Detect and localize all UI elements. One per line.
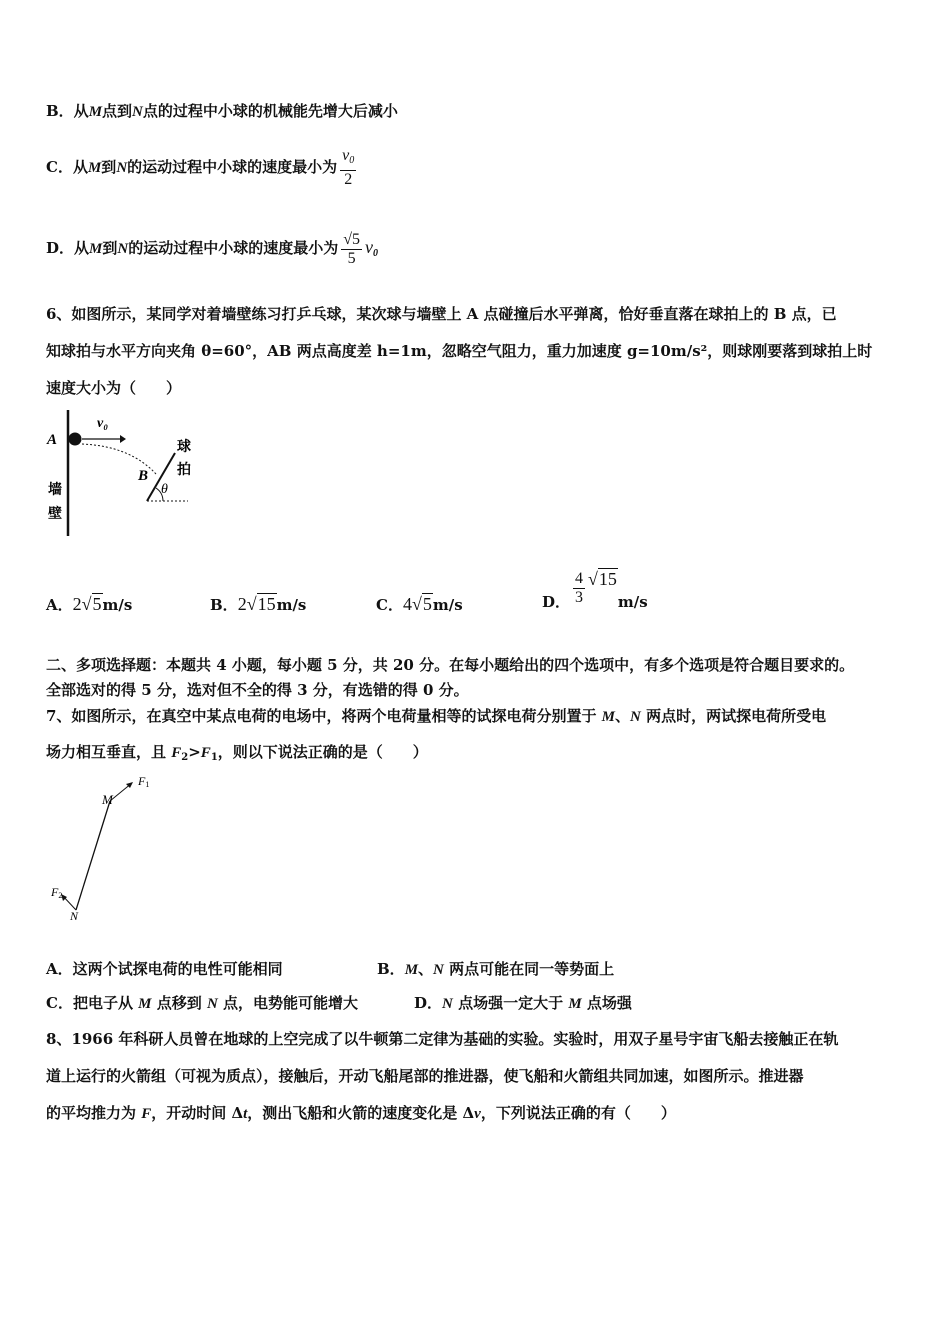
q7-option-a[interactable]: A．这两个试探电荷的电性可能相同	[46, 960, 283, 978]
q6-option-c[interactable]: C．4√5m/s	[376, 594, 463, 614]
label-wall-1: 墙	[48, 483, 62, 498]
section2-title-line-1: 二、多项选择题：本题共 4 小题，每小题 5 分，共 20 分。在每小题给出的四个选项中，有多个选项是符合题目要求的。	[46, 656, 855, 674]
label-b: B	[138, 468, 149, 484]
q6-option-b[interactable]: B．2√15m/s	[210, 594, 307, 614]
q8-text-line-3: 的平均推力为 F，开动时间 Δt，测出飞船和火箭的速度变化是 Δv，下列说法正确的有（ ）	[46, 1104, 676, 1122]
q6-option-d[interactable]: D． $\frac{4}{3}$ √15m/s	[542, 568, 648, 611]
q5-option-b: B．从M点到N点的过程中小球的机械能先增大后减小	[46, 102, 398, 120]
label-racket-1: 球	[177, 440, 191, 455]
fraction-sqrt5-over-5: $\frac{√5}{5}$	[343, 230, 361, 267]
q7-option-d[interactable]: D．N 点场强一定大于 M 点场强	[414, 994, 632, 1012]
q8-text-line-2: 道上运行的火箭组（可视为质点），接触后，开动飞船尾部的推进器，使飞船和火箭组共同加速，如图所示。推进器	[46, 1067, 804, 1085]
q7-option-c[interactable]: C．把电子从 M 点移到 N 点，电势能可能增大	[46, 994, 359, 1012]
q5-option-c: C．从M到N的运动过程中小球的速度最小为 $\frac{v_0}{2}$	[46, 147, 355, 188]
q6-option-a[interactable]: A．2√5m/s	[46, 594, 133, 614]
q6-text-line-2: 知球拍与水平方向夹角 θ=60°，AB 两点高度差 h=1m，忽略空气阻力，重力加速度 g=10m/s²，则球刚要落到球拍上时	[46, 342, 873, 360]
q6-text-line-1: 6、如图所示，某同学对着墙壁练习打乒乓球，某次球与墙壁上 A 点碰撞后水平弹离，恰好垂直落在球拍上的 B 点，已	[46, 305, 837, 323]
label-a: A	[47, 432, 58, 448]
label-theta: θ	[161, 482, 168, 497]
q7-text-line-2: 场力相互垂直，且 $F_2>F_1$，则以下说法正确的是（ ）	[46, 743, 428, 763]
q7-field-figure	[46, 770, 166, 926]
label-f2: F2	[51, 885, 63, 900]
line-n-to-m	[76, 801, 110, 910]
label-n: N	[70, 909, 79, 923]
q5-option-d: D．从M到N的运动过程中小球的速度最小为 $\frac{√5}{5}$ $v_0$	[46, 230, 379, 267]
fraction-v0-over-2: $\frac{v_0}{2}$	[342, 147, 355, 188]
label-wall-2: 壁	[48, 507, 62, 522]
label-v0: v₀	[97, 416, 109, 431]
q7-text-line-1: 7、如图所示，在真空中某点电荷的电场中，将两个电荷量相等的试探电荷分别置于 M、N 两点时，两试探电荷所受电	[46, 707, 827, 725]
q6-wall-racket-figure	[40, 408, 210, 543]
q8-text-line-1: 8、1966 年科研人员曾在地球的上空完成了以牛顿第二定律为基础的实验。实验时，用双子星号宇宙飞船去接触正在轨	[46, 1030, 839, 1048]
label-racket-2: 拍	[177, 463, 191, 478]
label-f1: F1	[138, 774, 150, 789]
section2-title-line-2: 全部选对的得 5 分，选对但不全的得 3 分，有选错的得 0 分。	[46, 681, 469, 699]
q7-option-b[interactable]: B．M、N 两点可能在同一等势面上	[377, 960, 615, 978]
ball-icon	[69, 433, 82, 446]
q6-text-line-3: 速度大小为（ ）	[46, 379, 182, 397]
label-m: M	[102, 792, 113, 807]
arrow-head-icon	[120, 435, 126, 443]
q6-options	[46, 568, 906, 624]
